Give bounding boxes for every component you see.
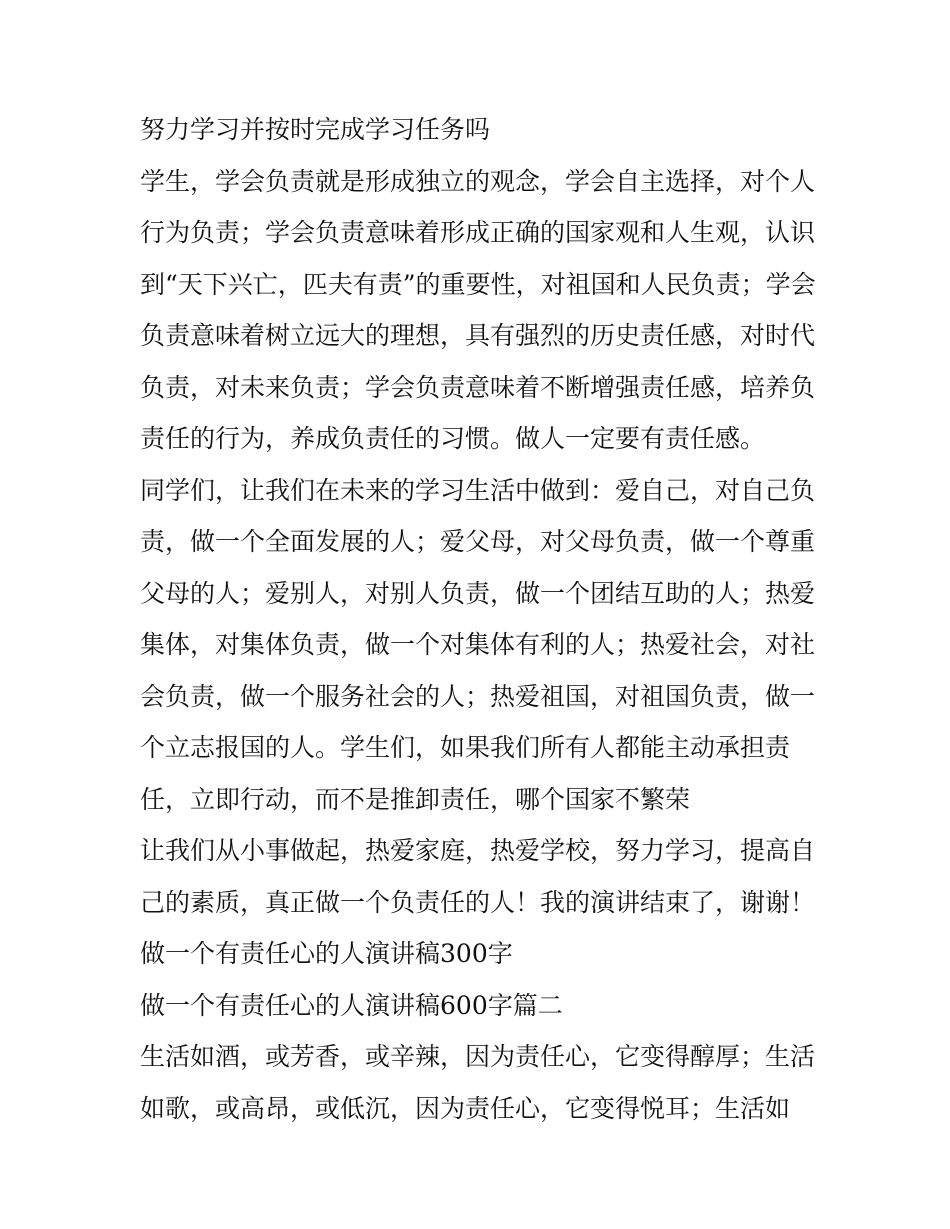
paragraph-line: 到“天下兴亡，匹夫有责”的重要性，对祖国和人民负责；学会 bbox=[140, 269, 816, 299]
paragraph-line: 如歌，或高昂，或低沉，因为责任心，它变得悦耳；生活如 bbox=[140, 1093, 791, 1123]
paragraph-line: 会负责，做一个服务社会的人；热爱祖国，对祖国负责，做一 bbox=[140, 681, 816, 711]
paragraph-line: 集体，对集体负责，做一个对集体有利的人；热爱社会，对社 bbox=[140, 630, 816, 659]
section-title: 做一个有责任心的人演讲稿300字 bbox=[140, 939, 513, 968]
paragraph-line: 负责意味着树立远大的理想，具有强烈的历史责任感，对时代 bbox=[140, 321, 816, 350]
paragraph-line: 个立志报国的人。学生们，如果我们所有人都能主动承担责 bbox=[140, 733, 791, 762]
document-heading: 努力学习并按时完成学习任务吗 bbox=[140, 115, 491, 144]
paragraph-line: 负责，对未来负责；学会负责意味着不断增强责任感，培养负 bbox=[140, 372, 816, 402]
section-title: 做一个有责任心的人演讲稿600字篇二 bbox=[140, 990, 563, 1020]
paragraph-line: 己的素质，真正做一个负责任的人！我的演讲结束了，谢谢！ bbox=[140, 887, 816, 917]
document-body bbox=[140, 104, 820, 1134]
paragraph-line: 让我们从小事做起，热爱家庭，热爱学校，努力学习，提高自 bbox=[140, 836, 816, 865]
paragraph-line: 责，做一个全面发展的人；爱父母，对父母负责，做一个尊重 bbox=[140, 527, 816, 556]
paragraph-line: 生活如酒，或芳香，或辛辣，因为责任心，它变得醇厚；生活 bbox=[140, 1042, 816, 1071]
paragraph-line: 同学们，让我们在未来的学习生活中做到：爱自己，对自己负 bbox=[140, 475, 816, 505]
paragraph-line: 责任的行为，养成负责任的习惯。做人一定要有责任感。 bbox=[140, 424, 766, 453]
paragraph-line: 任，立即行动，而不是推卸责任，哪个国家不繁荣 bbox=[140, 784, 691, 814]
paragraph-line: 学生，学会负责就是形成独立的观念，学会自主选择，对个人 bbox=[140, 166, 816, 196]
paragraph-line: 行为负责；学会负责意味着形成正确的国家观和人生观，认识 bbox=[140, 218, 816, 247]
paragraph-line: 父母的人；爱别人，对别人负责，做一个团结互助的人；热爱 bbox=[140, 578, 816, 608]
